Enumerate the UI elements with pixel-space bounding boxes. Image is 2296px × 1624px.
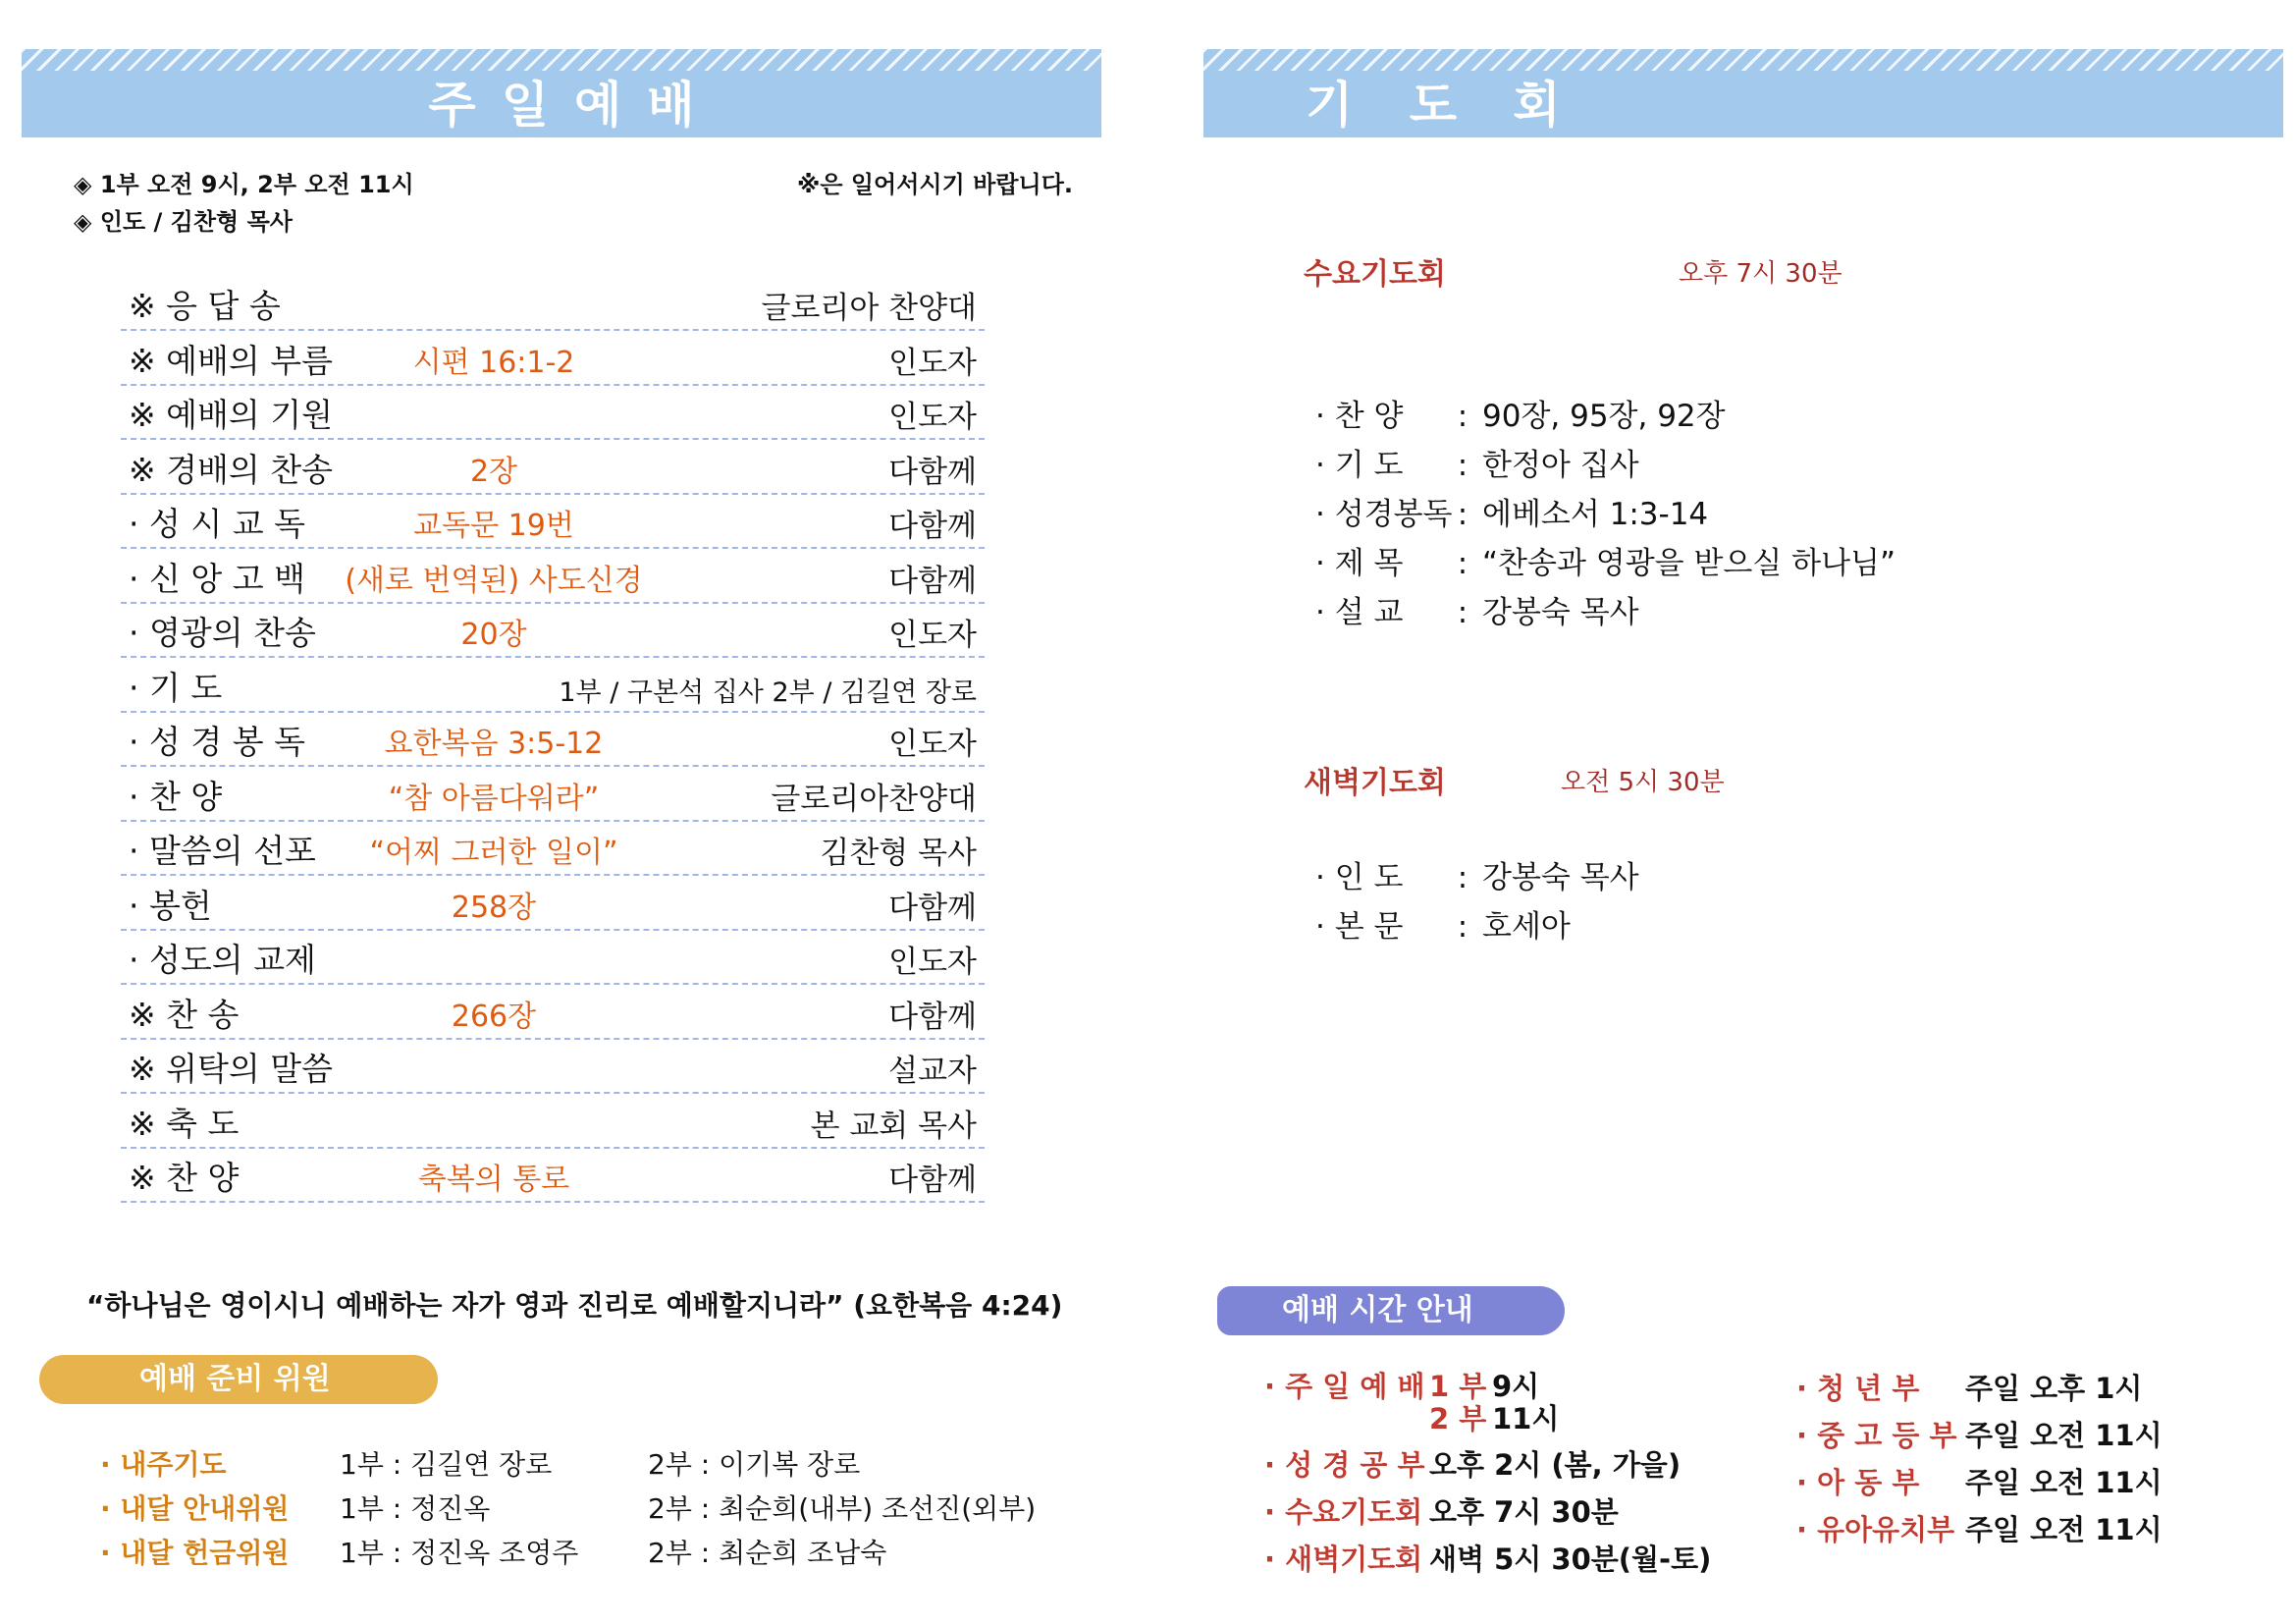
prayer-item-value: 강봉숙 목사: [1482, 595, 1639, 630]
order-item-detail: 258장: [451, 890, 537, 925]
order-item-leader: 글로리아 찬양대: [761, 291, 977, 326]
committee-pill: [39, 1355, 438, 1404]
schedule-value: 9시: [1492, 1370, 1540, 1403]
prayer-item-value: 90장, 95장, 92장: [1482, 399, 1726, 434]
prayer-title: 기 도 회: [1306, 77, 1580, 134]
prayer-item-key: · 성경봉독: [1315, 497, 1453, 532]
order-item-name: ※ 예배의 부름: [129, 341, 334, 380]
prayer-banner: [1203, 49, 2283, 137]
schedule-key: · 수요기도회: [1264, 1495, 1423, 1529]
prayer-item: [1315, 901, 1571, 945]
prayer-item-value: 호세아: [1482, 909, 1571, 945]
order-item-name: ※ 찬 송: [129, 995, 240, 1034]
schedule-key: · 유아유치부: [1796, 1513, 1955, 1546]
schedule-row: [1264, 1397, 1559, 1437]
schedule-key: · 성 경 공 부: [1264, 1448, 1425, 1482]
order-item-leader: 김찬형 목사: [820, 836, 977, 871]
committee-label: · 내달 헌금위원: [100, 1537, 290, 1569]
prayer-item-key: · 본 문: [1315, 909, 1404, 945]
schedule-key: · 새벽기도회: [1264, 1543, 1423, 1576]
schedule-value: 주일 오후 1시: [1965, 1372, 2143, 1405]
committee-part2: 2부 : 최순희(내부) 조선진(외부): [648, 1492, 1037, 1525]
scripture-quote: “하나님은 영이시니 예배하는 자가 영과 진리로 예배할지니라” (요한복음 4:24): [86, 1289, 1063, 1322]
prayer-item-key: · 인 도: [1315, 860, 1404, 895]
order-row: [121, 875, 985, 931]
prayer-item-colon: :: [1457, 448, 1468, 483]
order-item-name: ※ 찬 양: [129, 1159, 240, 1197]
order-item-detail: (새로 번역된) 사도신경: [345, 563, 643, 598]
schedule-row: [1796, 1461, 2163, 1501]
order-item-name: · 영광의 찬송: [129, 614, 316, 652]
order-item-detail: 축복의 통로: [417, 1163, 570, 1197]
order-row: [121, 602, 985, 658]
prayer-item-key: · 기 도: [1315, 448, 1404, 483]
prayer-item: [1315, 391, 1726, 434]
prayer-item: [1315, 538, 1896, 581]
prayer-item-value: “찬송과 영광을 받으실 하나님”: [1482, 546, 1896, 581]
order-item-name: · 성도의 교제: [129, 941, 316, 979]
schedule-title: 예배 시간 안내: [1282, 1293, 1473, 1327]
order-item-name: ※ 축 도: [129, 1104, 240, 1143]
wed-prayer-title: 수요기도회: [1304, 257, 1446, 292]
order-item-detail: “어찌 그러한 일이”: [369, 836, 618, 870]
worship-title: 주일예배: [428, 77, 721, 134]
prayer-item: [1315, 489, 1709, 532]
order-row: [121, 493, 985, 549]
order-row: [121, 711, 985, 767]
schedule-value: 오후 7시 30분: [1429, 1495, 1619, 1529]
committee-part1: 1부 : 정진옥: [340, 1492, 491, 1525]
order-item-detail: “참 아름다워라”: [388, 781, 600, 816]
committee-part2: 2부 : 최순희 조남숙: [648, 1537, 887, 1569]
prayer-item: [1315, 440, 1639, 483]
order-item-detail: 시편 16:1-2: [412, 345, 575, 380]
order-item-leader: 다함께: [888, 890, 977, 926]
prayer-item-colon: :: [1457, 399, 1468, 434]
prayer-item-colon: :: [1457, 497, 1468, 532]
order-item-leader: 인도자: [888, 727, 977, 762]
prayer-item-colon: :: [1457, 546, 1468, 581]
prayer-item-colon: :: [1457, 909, 1468, 945]
schedule-value: 주일 오전 11시: [1965, 1466, 2163, 1499]
banner-stripe: [1203, 49, 2283, 71]
order-item-leader: 다함께: [888, 1163, 977, 1198]
stand-note: ※은 일어서시기 바랍니다.: [797, 171, 1073, 198]
schedule-pill: [1217, 1286, 1565, 1335]
order-row: [121, 984, 985, 1040]
prayer-item: [1315, 587, 1639, 630]
committee-title: 예배 준비 위원: [139, 1362, 331, 1396]
prayer-item: [1315, 852, 1639, 895]
order-item-leader: 본 교회 목사: [810, 1108, 977, 1144]
schedule-row: [1796, 1367, 2142, 1407]
prayer-item-colon: :: [1457, 860, 1468, 895]
committee-part1: 1부 : 정진옥 조영주: [340, 1537, 579, 1569]
order-item-detail: 20장: [460, 618, 527, 652]
prayer-item-key: · 제 목: [1315, 546, 1404, 581]
committee-label: · 내달 안내위원: [100, 1492, 290, 1525]
prayer-item-value: 에베소서 1:3-14: [1482, 497, 1709, 532]
order-item-detail: 266장: [451, 999, 537, 1034]
schedule-value: 새벽 5시 30분(월-토): [1429, 1543, 1712, 1576]
order-item-leader: 설교자: [888, 1054, 977, 1089]
order-row: [121, 766, 985, 822]
prayer-item-key: · 설 교: [1315, 595, 1404, 630]
committee-part2: 2부 : 이기복 장로: [648, 1448, 861, 1481]
schedule-value: 주일 오전 11시: [1965, 1419, 2163, 1452]
order-item-name: · 기 도: [129, 668, 223, 707]
prayer-item-key: · 찬 양: [1315, 399, 1404, 434]
schedule-row: [1264, 1538, 1711, 1578]
order-item-leader: 글로리아찬양대: [771, 781, 977, 817]
order-item-leader: 다함께: [888, 509, 977, 544]
order-item-leader: 인도자: [888, 945, 977, 980]
dawn-prayer-time: 오전 5시 30분: [1561, 768, 1725, 797]
schedule-key: · 주 일 예 배: [1264, 1370, 1425, 1403]
schedule-value: 11시: [1492, 1402, 1560, 1435]
service-times: ◈ 1부 오전 9시, 2부 오전 11시: [74, 171, 414, 198]
order-row: [121, 820, 985, 876]
order-item-leader: 인도자: [888, 345, 977, 381]
order-row: [121, 1038, 985, 1094]
order-item-detail: 교독문 19번: [413, 509, 574, 543]
order-item-name: · 신 앙 고 백: [129, 559, 305, 598]
schedule-key: · 중 고 등 부: [1796, 1419, 1957, 1452]
order-row: [121, 1147, 985, 1203]
order-item-leader: 1부 / 구본석 집사 2부 / 김길연 장로: [559, 677, 977, 708]
order-item-name: ※ 예배의 기원: [129, 396, 334, 434]
order-item-leader: 인도자: [888, 400, 977, 435]
worship-banner: [22, 49, 1101, 137]
order-row: [121, 384, 985, 440]
schedule-value: 오후 2시 (봄, 가을): [1429, 1448, 1682, 1482]
schedule-sub: 1 부: [1429, 1370, 1487, 1403]
schedule-row: [1796, 1508, 2163, 1548]
order-item-leader: 다함께: [888, 563, 977, 599]
prayer-item-value: 한정아 집사: [1482, 448, 1639, 483]
order-item-detail: 2장: [469, 454, 518, 489]
order-item-name: · 말씀의 선포: [129, 832, 316, 870]
schedule-row: [1264, 1490, 1619, 1531]
order-item-name: ※ 경배의 찬송: [129, 450, 334, 489]
order-item-leader: 다함께: [888, 454, 977, 490]
prayer-item-value: 강봉숙 목사: [1482, 860, 1639, 895]
schedule-sub: 2 부: [1429, 1402, 1487, 1435]
dawn-prayer-title: 새벽기도회: [1304, 766, 1446, 800]
order-item-detail: 요한복음 3:5-12: [384, 727, 604, 761]
order-item-leader: 인도자: [888, 618, 977, 653]
order-item-name: ※ 응 답 송: [129, 287, 281, 325]
service-leader: ◈ 인도 / 김찬형 목사: [74, 208, 293, 236]
committee-part1: 1부 : 김길연 장로: [340, 1448, 553, 1481]
order-row: [121, 929, 985, 985]
schedule-key: · 아 동 부: [1796, 1466, 1920, 1499]
order-item-leader: 다함께: [888, 999, 977, 1035]
schedule-key: · 청 년 부: [1796, 1372, 1920, 1405]
order-item-name: · 성 경 봉 독: [129, 723, 305, 761]
schedule-value: 주일 오전 11시: [1965, 1513, 2163, 1546]
banner-stripe: [22, 49, 1101, 71]
schedule-row: [1264, 1443, 1681, 1484]
order-item-name: ※ 위탁의 말씀: [129, 1050, 334, 1088]
order-item-name: · 찬 양: [129, 777, 223, 816]
prayer-item-colon: :: [1457, 595, 1468, 630]
order-row: [121, 657, 985, 713]
committee-label: · 내주기도: [100, 1448, 227, 1481]
wed-prayer-time: 오후 7시 30분: [1679, 259, 1842, 289]
order-row: [121, 330, 985, 386]
order-item-name: · 성 시 교 독: [129, 505, 305, 543]
order-row: [121, 439, 985, 495]
schedule-row: [1796, 1414, 2163, 1454]
order-row: [121, 1093, 985, 1149]
order-row: [121, 275, 985, 331]
order-item-name: · 봉헌: [129, 886, 212, 925]
order-row: [121, 548, 985, 604]
